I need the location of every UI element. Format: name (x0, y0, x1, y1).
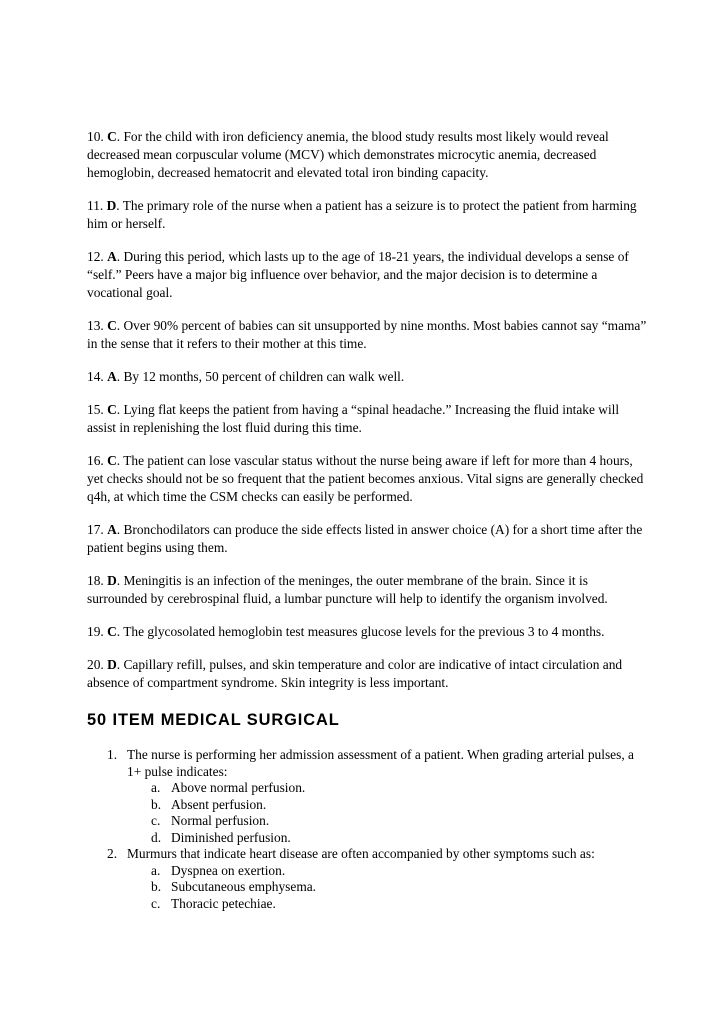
answer-explanation: Bronchodilators can produce the side effects listed in answer choice (A) for a short time after the patient begins using them. (87, 522, 643, 555)
answer-letter: D (107, 573, 117, 588)
choice-letter: b. (151, 796, 162, 812)
answer-letter: C (107, 624, 117, 639)
answer-letter: A (107, 522, 117, 537)
choice-text: Thoracic petechiae. (171, 895, 276, 911)
answer-item: 10. C. For the child with iron deficiency anemia, the blood study results most likely would reveal decreased mean corpuscular volume (MCV) which demonstrates microcytic anemia, decreased hemoglobin, decreased hematocrit and elevated total iron binding capacity. (87, 129, 609, 180)
choice-item (151, 830, 647, 847)
choice-item (151, 780, 647, 797)
answer-letter: C (107, 129, 117, 144)
choice-item (151, 896, 647, 913)
answer-number: 11 (87, 198, 100, 213)
answer-number: 10 (87, 129, 101, 144)
answer-item: 13. C. Over 90% percent of babies can sit unsupported by nine months. Most babies cannot say “mama” in the sense that it refers to their mother at this time. (87, 318, 647, 351)
choice-letter: d. (151, 829, 162, 845)
question-item (87, 747, 647, 846)
answer-letter: D (106, 198, 117, 213)
choice-letter: a. (151, 780, 161, 795)
answer-explanation: For the child with iron deficiency anemia, the blood study results most likely would reveal decreased mean corpuscular volume (MCV) which demonstrates microcytic anemia, decreased hemoglobin, decreased hematocrit and elevated total iron binding capacity. (87, 129, 609, 180)
answer-item: 20. D. Capillary refill, pulses, and skin temperature and color are indicative of intact circulation and absence of compartment syndrome. Skin integrity is less important. (87, 657, 623, 690)
choice-letter: c. (151, 813, 161, 828)
answer-number: 14 (87, 369, 101, 384)
choice-text: Above normal perfusion. (171, 780, 306, 795)
answer-letter: C (107, 453, 117, 468)
answer-explanation: The primary role of the nurse when a patient has a seizure is to protect the patient from harming him or herself. (87, 198, 637, 231)
answer-number: 20 (87, 657, 101, 672)
question-text: Murmurs that indicate heart disease are often accompanied by other symptoms such as: (127, 846, 595, 861)
answer-explanation: Capillary refill, pulses, and skin temperature and color are indicative of intact circulation and absence of compartment syndrome. Skin integrity is less important. (87, 657, 623, 690)
answer-item: 15. C. Lying flat keeps the patient from having a “spinal headache.” Increasing the fluid intake will assist in replenishing the lost fluid during this time. (87, 402, 620, 435)
choice-letter: a. (151, 862, 161, 878)
answer-letter: A (107, 249, 117, 264)
choice-letter: c. (151, 895, 161, 911)
choice-item (151, 813, 647, 830)
choice-text: Dyspnea on exertion. (171, 862, 286, 878)
answer-item: 19. C. The glycosolated hemoglobin test measures glucose levels for the previous 3 to 4 months. (87, 624, 605, 639)
answer-number: 15 (87, 402, 101, 417)
answer-explanation: By 12 months, 50 percent of children can walk well. (123, 369, 405, 384)
choice-text: Diminished perfusion. (171, 829, 291, 845)
choice-text: Absent perfusion. (171, 796, 267, 812)
document-page (87, 128, 647, 912)
answer-number: 19 (87, 624, 101, 639)
question-item (87, 846, 647, 912)
question-number: 2. (107, 846, 118, 861)
choice-list (127, 780, 647, 846)
answer-item: 17. A. Bronchodilators can produce the side effects listed in answer choice (A) for a short time after the patient begins using them. (87, 522, 643, 555)
choice-letter: b. (151, 879, 162, 894)
section-heading: 50 ITEM MEDICAL SURGICAL (87, 711, 340, 729)
choice-item (151, 879, 647, 896)
answer-item: 11. D. The primary role of the nurse when a patient has a seizure is to protect the patient from harming him or herself. (87, 198, 637, 231)
answer-item: 12. A. During this period, which lasts up to the age of 18-21 years, the individual develops a sense of “self.” Peers have a major big influence over behavior, and the major decision is to determine a vocational goal. (87, 249, 629, 300)
question-list (87, 747, 647, 912)
choice-item (151, 797, 647, 814)
answer-explanation: Lying flat keeps the patient from having a “spinal headache.” Increasing the fluid intake will assist in replenishing the lost fluid during this time. (87, 402, 620, 435)
answer-explanation: The glycosolated hemoglobin test measures glucose levels for the previous 3 to 4 months. (123, 624, 605, 639)
answer-number: 18 (87, 573, 101, 588)
choice-text: Subcutaneous emphysema. (171, 879, 317, 894)
choice-list (127, 863, 647, 913)
answer-explanation: Over 90% percent of babies can sit unsupported by nine months. Most babies cannot say “mama” in the sense that it refers to their mother at this time. (87, 318, 647, 351)
answer-item: 14. A. By 12 months, 50 percent of children can walk well. (87, 369, 405, 384)
question-number: 1. (107, 747, 118, 762)
answer-explanation: Meningitis is an infection of the meninges, the outer membrane of the brain. Since it is surrounded by cerebrospinal fluid, a lumbar puncture will help to identify the organism involved. (87, 573, 608, 606)
answer-number: 16 (87, 453, 101, 468)
answer-number: 17 (87, 522, 101, 537)
choice-item (151, 863, 647, 880)
answer-item: 16. C. The patient can lose vascular status without the nurse being aware if left for more than 4 hours, yet checks should not be so frequent that the patient becomes anxious. Vital signs are generally checked q4h, at which time the CSM checks can easily be performed. (87, 453, 644, 504)
answer-letter: C (107, 402, 117, 417)
answer-explanation: The patient can lose vascular status without the nurse being aware if left for more than 4 hours, yet checks should not be so frequent that the patient becomes anxious. Vital signs are generally checked q4h, at which time the CSM checks can easily be performed. (87, 453, 644, 504)
question-text: The nurse is performing her admission assessment of a patient. When grading arterial pulses, a 1+ pulse indicates: (127, 747, 634, 779)
answer-letter: A (107, 369, 117, 384)
answer-item: 18. D. Meningitis is an infection of the meninges, the outer membrane of the brain. Since it is surrounded by cerebrospinal fluid, a lumbar puncture will help to identify the organism involved. (87, 573, 608, 606)
answer-letter: C (107, 318, 117, 333)
answer-number: 13 (87, 318, 101, 333)
choice-text: Normal perfusion. (171, 813, 270, 828)
answer-list (87, 128, 647, 692)
answer-explanation: During this period, which lasts up to the age of 18-21 years, the individual develops a sense of “self.” Peers have a major big influence over behavior, and the major decision is to determine a vocational goal. (87, 249, 629, 300)
answer-number: 12 (87, 249, 101, 264)
answer-letter: D (107, 657, 117, 672)
